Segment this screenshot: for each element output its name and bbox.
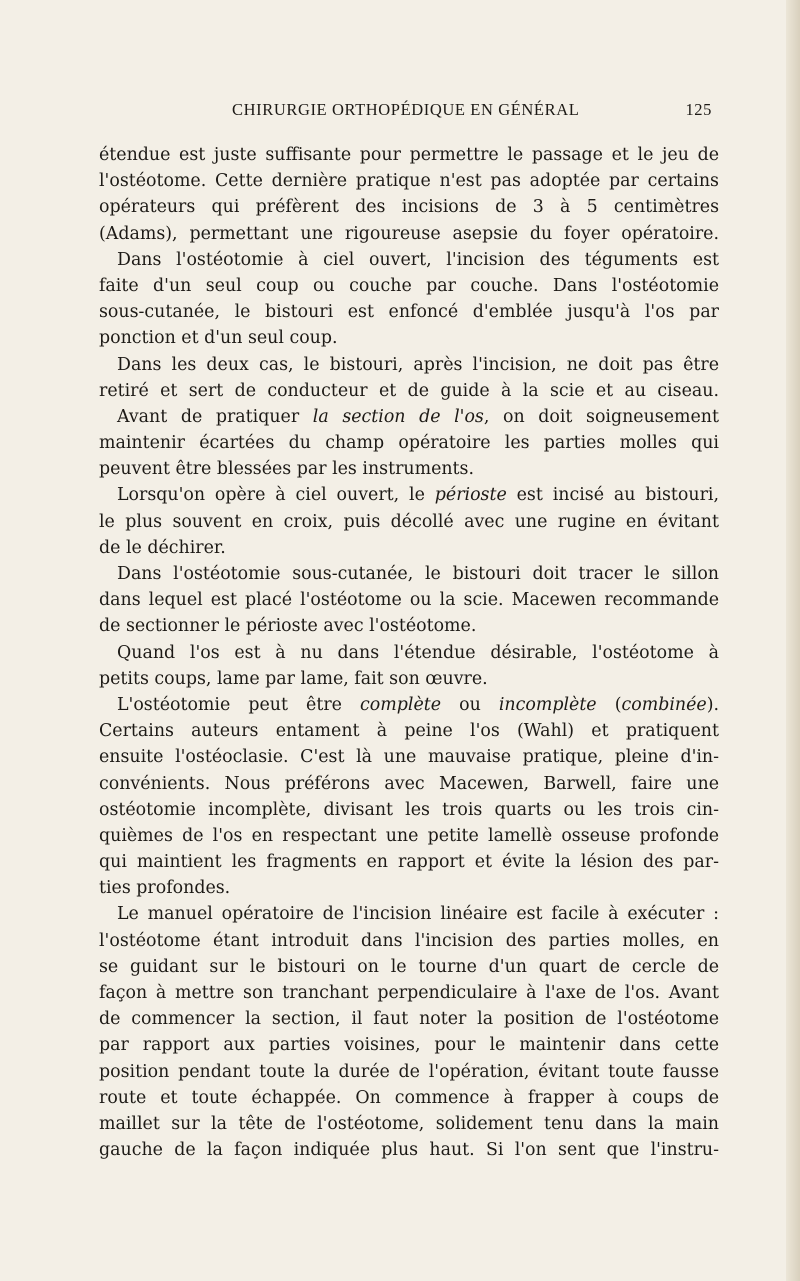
text-line: l'ostéotome étant introduit dans l'incision des parties molles, en — [99, 930, 719, 951]
text-line — [99, 482, 719, 508]
italic-term: périoste — [434, 485, 507, 506]
text-line: Dans l'ostéotomie sous-cutanée, le bistouri doit tracer le sillon — [117, 564, 719, 584]
italic-term: combinée — [621, 694, 707, 715]
text-span: est incisé au bistouri, — [516, 485, 719, 506]
text-line: maillet sur la tête de l'ostéotome, solidement tenu dans la main — [99, 1113, 719, 1134]
text-line: opérateurs qui préfèrent des incisions de 3 à 5 centimètres — [99, 197, 719, 218]
text-line: qui maintient les fragments en rapport et évite la lésion des par- — [99, 852, 719, 873]
italic-term: la section de l'os — [312, 406, 484, 427]
text-span: Lorsqu'on opère à ciel ouvert, le — [117, 485, 425, 506]
text-line: Dans l'ostéotomie à ciel ouvert, l'incision des téguments est — [117, 249, 719, 270]
text-line: position pendant toute la durée de l'opération, évitant toute fausse — [99, 1061, 719, 1082]
text-line: gauche de la façon indiquée plus haut. Si l'on sent que l'instru- — [99, 1140, 719, 1161]
text-line: quièmes de l'os en respectant une petite lamellè osseuse profonde — [99, 825, 719, 846]
text-span: ). — [706, 694, 720, 715]
text-line: sous-cutanée, le bistouri est enfoncé d'emblée jusqu'à l'os par — [99, 302, 719, 323]
text-line: peuvent être blessées par les instruments. — [99, 459, 475, 480]
text-line: Quand l'os est à nu dans l'étendue désirable, l'ostéotome à — [117, 642, 719, 663]
text-line: se guidant sur le bistouri on le tourne d'un quart de cercle de — [99, 956, 719, 977]
text-span: Avant de pratiquer — [117, 406, 300, 427]
page-edge-shadow — [786, 0, 800, 1281]
italic-term: incomplète — [498, 694, 597, 715]
text-span: L'ostéotomie peut être — [117, 694, 342, 715]
text-line: étendue est juste suffisante pour permettre le passage et le jeu de — [99, 145, 719, 165]
text-line: le plus souvent en croix, puis décollé avec une rugine en évitant — [99, 511, 719, 532]
running-title: CHIRURGIE ORTHOPÉDIQUE EN GÉNÉRAL — [232, 100, 580, 119]
text-span: , on doit soigneusement — [483, 406, 719, 427]
text-line: maintenir écartées du champ opératoire les parties molles qui — [99, 433, 719, 454]
text-line: ensuite l'ostéoclasie. C'est là une mauvaise pratique, pleine d'in- — [99, 747, 719, 768]
text-line: ponction et d'un seul coup. — [99, 328, 338, 349]
text-line: de sectionner le périoste avec l'ostéotome. — [99, 616, 477, 637]
text-span: ou — [459, 694, 481, 715]
text-line: façon à mettre son tranchant perpendiculaire à l'axe de l'os. Avant — [99, 983, 719, 1003]
text-line: par rapport aux parties voisines, pour le maintenir dans cette — [99, 1035, 719, 1056]
italic-term: complète — [360, 694, 442, 715]
text-line: Certains auteurs entament à peine l'os (Wahl) et pratiquent — [99, 721, 719, 742]
text-line: ties profondes. — [99, 878, 231, 899]
text-span: ( — [614, 694, 622, 715]
text-line: faite d'un seul coup ou couche par couche. Dans l'ostéotomie — [99, 275, 719, 296]
text-line — [99, 692, 719, 718]
text-line: de commencer la section, il faut noter la position de l'ostéotome — [99, 1009, 719, 1030]
text-line: route et toute échappée. On commence à frapper à coups de — [99, 1087, 719, 1108]
text-line: (Adams), permettant une rigoureuse asepsie du foyer opératoire. — [99, 223, 719, 244]
text-line: dans lequel est placé l'ostéotome ou la scie. Macewen recommande — [99, 590, 719, 611]
text-line: petits coups, lame par lame, fait son œuvre. — [99, 668, 488, 689]
text-line: ostéotomie incomplète, divisant les trois quarts ou les trois cin- — [99, 799, 719, 820]
text-line — [99, 404, 719, 430]
text-line: Le manuel opératoire de l'incision linéaire est facile à exécuter : — [117, 904, 719, 925]
running-header — [232, 100, 712, 120]
text-line: Dans les deux cas, le bistouri, après l'incision, ne doit pas être — [117, 354, 719, 375]
text-line: l'ostéotome. Cette dernière pratique n'est pas adoptée par certains — [99, 171, 719, 192]
text-line: de le déchirer. — [99, 537, 226, 558]
text-line: retiré et sert de conducteur et de guide à la scie et au ciseau. — [99, 380, 719, 401]
page-number: 125 — [685, 100, 712, 119]
text-line: convénients. Nous préférons avec Macewen, Barwell, faire une — [99, 773, 719, 794]
body-text — [99, 142, 719, 1163]
